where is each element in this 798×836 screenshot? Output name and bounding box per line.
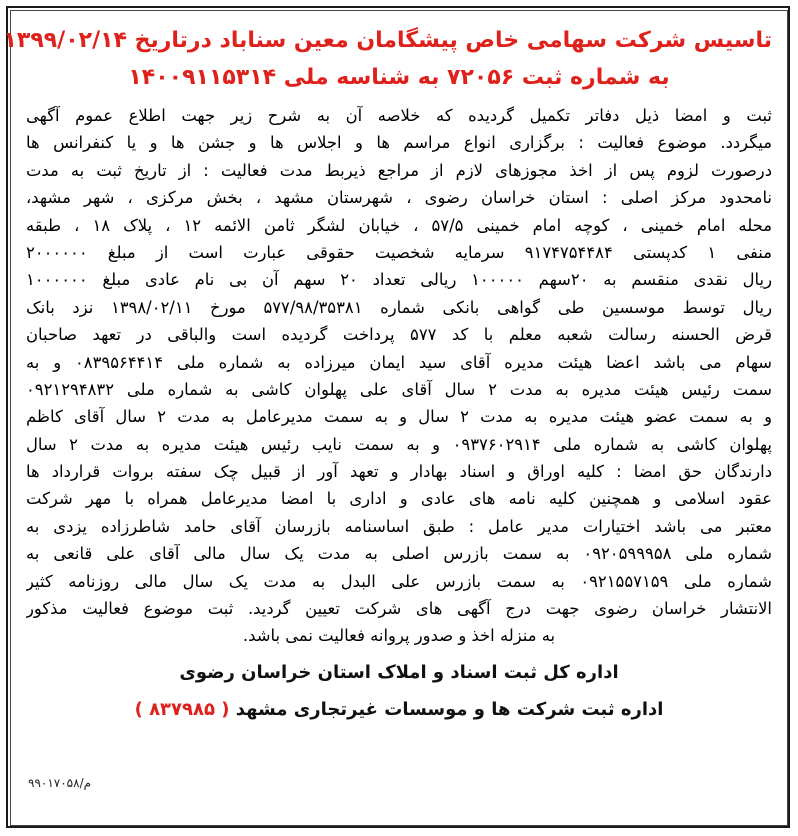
body-line: پهلوان کاشی به شماره ملی ۰۹۳۷۶۰۲۹۱۴ و به سمت نایب رئیس هیئت مدیره به مدت ۲ سال <box>26 434 772 454</box>
body-line: سهام می باشد اعضا هیئت مدیره آقای سید ایمان میرزاده به شماره ملی ۰۸۳۹۵۶۴۴۱۴ و به <box>26 352 772 372</box>
body-line: دارندگان حق امضا : کلیه اوراق و اسناد بهادار و تعهد آور از قبیل چک سفته بروات قرارداد ها <box>26 462 772 482</box>
body-line: منفی ۱ کدپستی ۹۱۷۴۷۵۴۴۸۴ سرمایه شخصیت حقوقی عبارت است از مبلغ ۲۰۰۰۰۰۰ <box>26 242 772 262</box>
body-line: ثبت و امضا ذیل دفاتر تکمیل گردیده که خلاصه آن به شرح زیر جهت اطلاع عموم آگهی <box>26 106 772 125</box>
ad-code: م/۹۹۰۱۷۰۵۸ <box>28 776 92 790</box>
body-line: قرض الحسنه رسالت شعبه معلم با کد ۵۷۷ پرداخت گردیده است والباقی در تعهد صاحبان <box>26 325 772 345</box>
footer-registry-text: اداره ثبت شرکت ها و موسسات غیرتجاری مشهد <box>235 698 664 720</box>
notice-footer <box>26 654 772 728</box>
body-line: عقود اسلامی و همچنین کلیه نامه های عادی و اداری با امضا مدیرعامل همراه با مهر شرکت <box>26 489 772 509</box>
body-line: شماره ملی ۰۹۲۱۵۵۷۱۵۹ به سمت بازرس علی البدل به مدت یک سال مالی روزنامه کثیر <box>26 571 772 591</box>
notice-title-line-2: به شماره ثبت ۷۲۰۵۶ به شناسه ملی ۱۴۰۰۹۱۱۵۳۱۴ <box>128 65 670 90</box>
body-line: معتبر می باشد اختیارات مدیر عامل : طبق اساسنامه بازرسان آقای حامد شاطرزاده یزدی به <box>26 516 772 536</box>
body-line: به منزله اخذ و صدور پروانه فعالیت نمی باشد. <box>242 626 556 646</box>
body-line: محله امام خمینی ، کوچه امام خمینی ۵۷/۵ ، خیابان لشگر ثامن الائمه ۱۲ ، پلاک ۱۸ ، طبقه <box>26 215 772 235</box>
footer-department: اداره کل ثبت اسناد و املاک استان خراسان رضوی <box>179 661 619 683</box>
footer-registry-code: ( ۸۳۷۹۸۵ ) <box>134 698 230 720</box>
body-line: الانتشار خراسان رضوی جهت درج آگهی های شرکت تعیین گردید. ثبت موضوع فعالیت مذکور <box>26 599 772 619</box>
body-line: درصورت لزوم پس از اخذ مجوزهای لازم از مراجع ذیربط مدت فعالیت : از تاریخ ثبت به مدت <box>26 160 772 180</box>
notice-body <box>26 102 772 650</box>
footer-registry <box>26 691 772 728</box>
body-line: سمت رئیس هیئت مدیره به مدت ۲ سال آقای علی پهلوان کاشی به شماره ملی ۰۹۲۱۲۹۴۸۳۲ <box>26 379 772 399</box>
body-line: ریال نقدی منقسم به ۲۰سهم ۱۰۰۰۰۰ ریالی تعداد ۲۰ سهم آن بی نام عادی مبلغ ۱۰۰۰۰۰۰ <box>26 270 772 290</box>
body-line: شماره ملی ۰۹۲۰۵۹۹۹۵۸ به سمت بازرس اصلی به مدت یک سال مالی آقای علی قانعی به <box>26 544 772 564</box>
body-line: ریال توسط موسسین طی گواهی بانکی شماره ۵۷۷/۹۸/۳۵۳۸۱ مورخ ۱۳۹۸/۰۲/۱۱ نزد بانک <box>26 297 772 317</box>
body-line: نامحدود مرکز اصلی : استان خراسان رضوی ، شهرستان مشهد ، بخش مرکزی ، شهر مشهد، <box>26 188 772 208</box>
body-line: و به سمت عضو هیئت مدیره به مدت ۲ سال و به سمت مدیرعامل به مدت ۲ سال آقای کاظم <box>26 407 772 427</box>
notice <box>3 22 772 728</box>
notice-title-line-1: تاسیس شرکت سهامی خاص پیشگامان معین سناباد درتاریخ ۱۳۹۹/۰۲/۱۴ <box>3 28 772 53</box>
body-line: میگردد. موضوع فعالیت : برگزاری انواع مراسم ها و اجلاس ها و جشن ها و یا کنفرانس ها <box>26 133 772 153</box>
